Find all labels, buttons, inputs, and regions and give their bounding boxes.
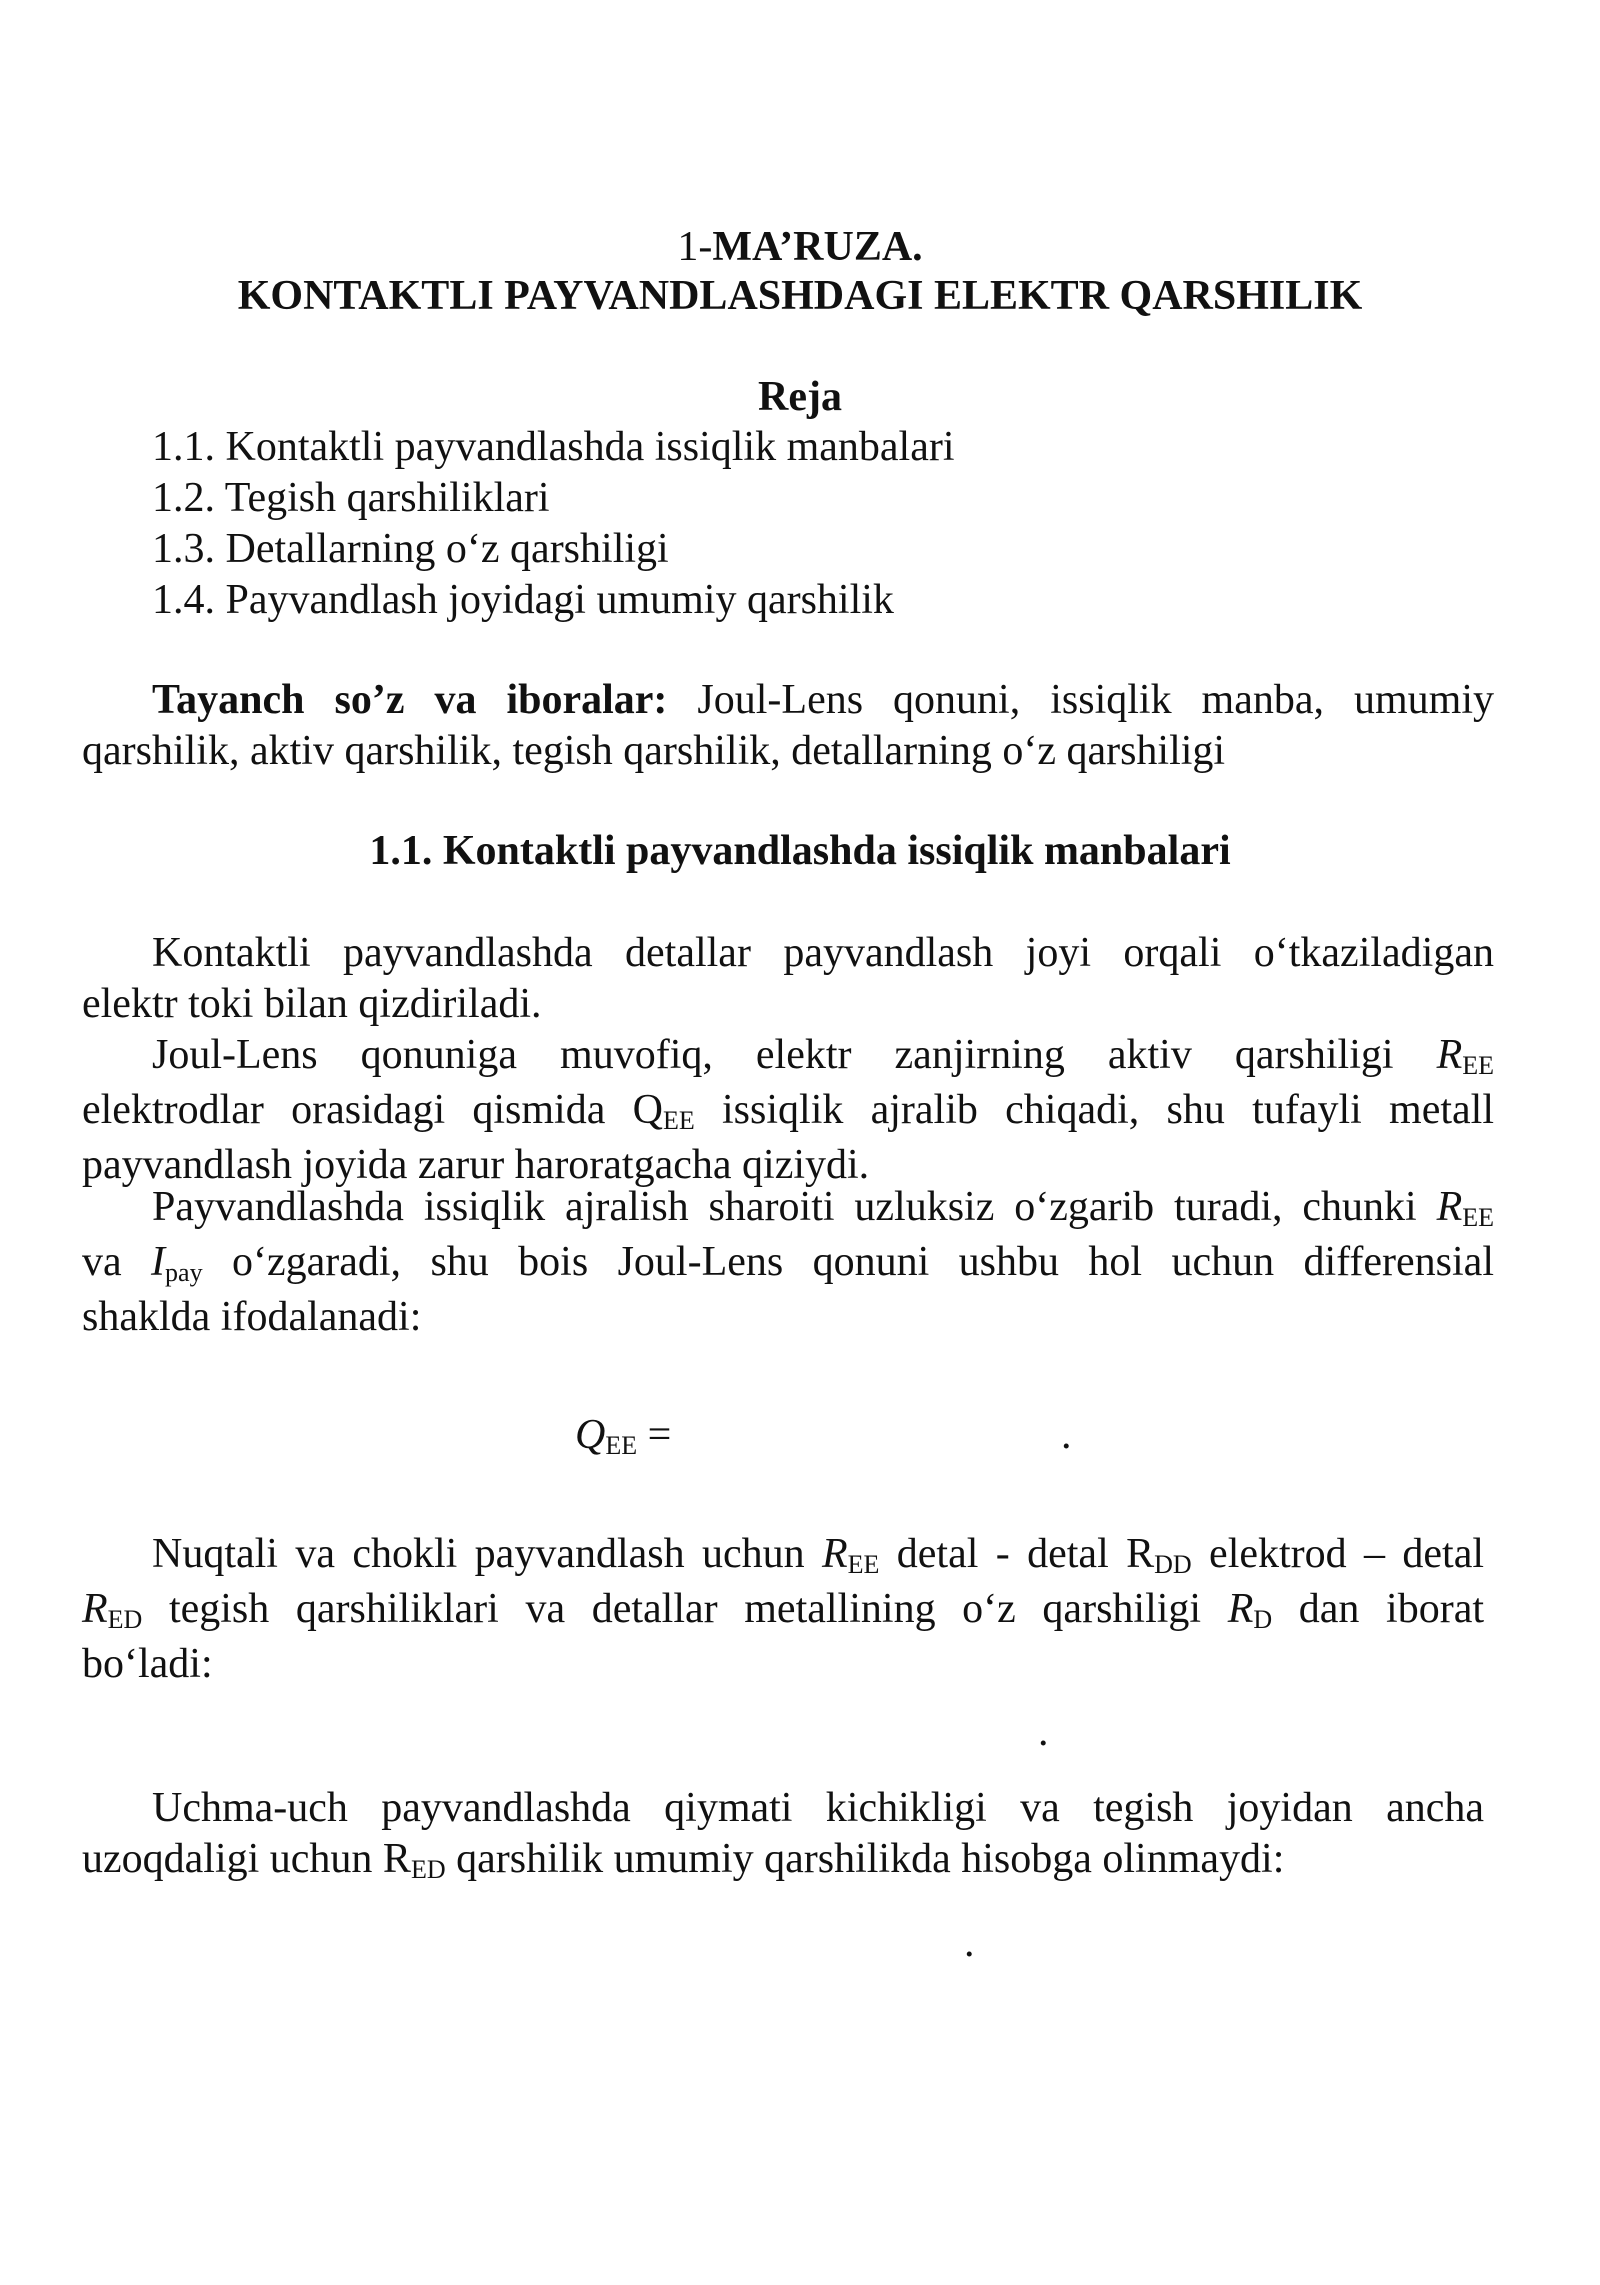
- plan-item: 1.4. Payvandlash joyidagi umumiy qarshilik: [152, 577, 894, 623]
- formula-1: [575, 1410, 671, 1465]
- subscript: EE: [1462, 1203, 1494, 1232]
- paragraph-1: [82, 928, 1494, 1030]
- paragraph-2-text: issiqlik ajralib chiqadi, shu tufayli metall: [694, 1087, 1494, 1133]
- formula-equals: =: [637, 1412, 672, 1458]
- paragraph-3: [82, 1182, 1494, 1343]
- plan-item: 1.2. Tegish qarshiliklari: [152, 475, 550, 521]
- paragraph-1-line2: elektr toki bilan qizdiriladi.: [82, 981, 542, 1027]
- lecture-number: [0, 222, 1600, 273]
- symbol-r: R: [822, 1531, 848, 1577]
- subscript: pay: [165, 1258, 203, 1287]
- subscript: ED: [107, 1605, 143, 1634]
- formula-q: Q: [575, 1412, 606, 1458]
- formula-2-dot: .: [1038, 1709, 1049, 1755]
- plan-item: 1.1. Kontaktli payvandlashda issiqlik manbalari: [152, 424, 955, 470]
- paragraph-3-text: Payvandlashda issiqlik ajralish sharoiti uzluksiz o‘zgarib turadi, chunki: [152, 1184, 1437, 1230]
- paragraph-3-text: va: [82, 1239, 152, 1285]
- subscript: EE: [1462, 1051, 1494, 1080]
- keywords-text-line1: Joul-Lens qonuni, issiqlik manba, umumiy: [697, 677, 1495, 723]
- paragraph-4-text: dan iborat: [1272, 1586, 1485, 1632]
- keywords-paragraph: [82, 675, 1494, 777]
- paragraph-4-text: Nuqtali va chokli payvandlash uchun: [152, 1531, 822, 1577]
- symbol-i: I: [151, 1239, 166, 1285]
- paragraph-3-text: shaklda ifodalanadi:: [82, 1294, 422, 1340]
- keywords-text-line2: qarshilik, aktiv qarshilik, tegish qarshilik, detallarning o‘z qarshiligi: [82, 728, 1226, 774]
- section-heading: 1.1. Kontaktli payvandlashda issiqlik manbalari: [369, 828, 1231, 874]
- symbol-r: R: [1436, 1032, 1463, 1078]
- paragraph-4-text: tegish qarshiliklari va detallar metallining o‘z qarshiligi: [142, 1586, 1228, 1632]
- symbol-r: R: [82, 1586, 108, 1632]
- paragraph-5: [82, 1783, 1484, 1889]
- paragraph-2-text: payvandlash joyida zarur haroratgacha qiziydi.: [82, 1142, 870, 1188]
- paragraph-2: [82, 1030, 1494, 1191]
- lecture-number-prefix: 1-: [677, 224, 713, 270]
- subscript: DD: [1154, 1550, 1192, 1579]
- subscript: EE: [847, 1550, 880, 1579]
- subscript: EE: [662, 1106, 695, 1135]
- keywords-label: Tayanch so’z va iboralar:: [152, 677, 668, 723]
- subscript: EE: [605, 1431, 638, 1460]
- paragraph-5-text: uzoqdaligi uchun R: [82, 1836, 411, 1882]
- paragraph-4-text: detal - detal R: [879, 1531, 1155, 1577]
- paragraph-2-text: elektrodlar orasidagi qismida Q: [82, 1087, 663, 1133]
- subscript: D: [1253, 1605, 1273, 1634]
- page-title: KONTAKTLI PAYVANDLASHDAGI ELEKTR QARSHILIK: [237, 273, 1363, 319]
- paragraph-4: [82, 1529, 1484, 1690]
- paragraph-4-text: elektrod – detal: [1191, 1531, 1485, 1577]
- paragraph-5-text: qarshilik umumiy qarshilikda hisobga olinmaydi:: [445, 1836, 1285, 1882]
- paragraph-5-text: Uchma-uch payvandlashda qiymati kichikligi va tegish joyidan ancha: [152, 1785, 1484, 1831]
- paragraph-1-line1: Kontaktli payvandlashda detallar payvandlash joyi orqali o‘tkaziladigan: [152, 930, 1494, 976]
- symbol-r: R: [1227, 1586, 1254, 1632]
- plan-heading: Reja: [758, 374, 842, 420]
- paragraph-3-text: o‘zgaradi, shu bois Joul-Lens qonuni ushbu hol uchun differensial: [202, 1239, 1494, 1285]
- paragraph-4-text: bo‘ladi:: [82, 1641, 213, 1687]
- plan-item: 1.3. Detallarning o‘z qarshiligi: [152, 526, 669, 572]
- symbol-r: R: [1436, 1184, 1463, 1230]
- formula-3-dot: .: [964, 1920, 975, 1966]
- subscript: ED: [410, 1855, 446, 1884]
- paragraph-2-text: Joul-Lens qonuniga muvofiq, elektr zanjirning aktiv qarshiligi: [152, 1032, 1437, 1078]
- lecture-label: MA’RUZA.: [712, 224, 923, 270]
- formula-1-dot: .: [1061, 1412, 1072, 1458]
